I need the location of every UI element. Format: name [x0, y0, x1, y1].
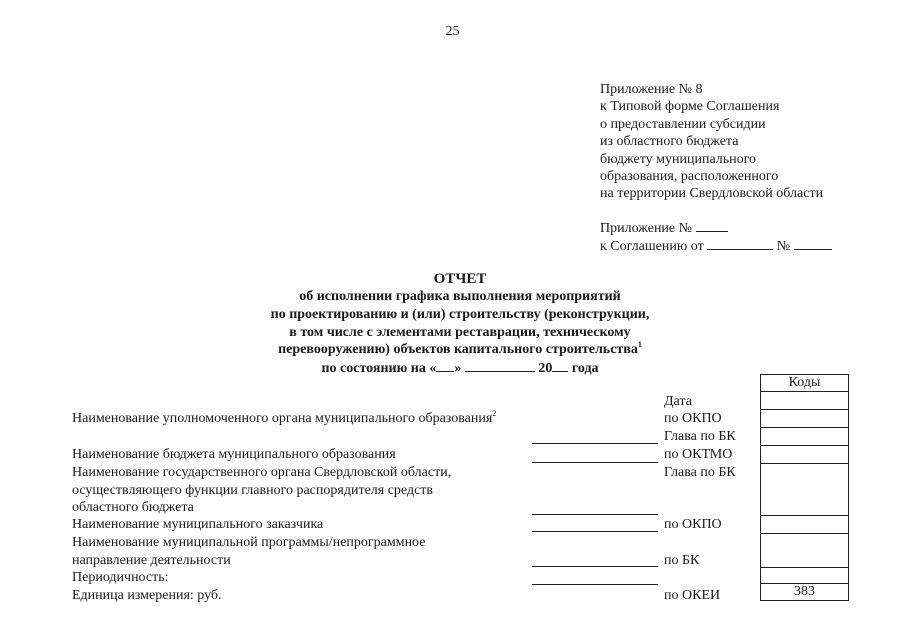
code-cell-okpo-customer[interactable] [761, 515, 848, 534]
appendix-line: Приложение № 8 [600, 82, 703, 97]
budget-code-field[interactable] [532, 462, 658, 463]
okpo-label: по ОКПО [664, 517, 722, 532]
code-cell-glava-gov[interactable] [761, 463, 848, 516]
periodicity-field[interactable] [532, 584, 658, 585]
gov-body-field[interactable] [532, 514, 658, 515]
budget-name-field[interactable] [532, 443, 658, 444]
code-cell-bk[interactable] [761, 533, 848, 568]
appendix-line: образования, расположенного [600, 169, 779, 185]
agreement-date-blank [707, 237, 773, 250]
oktmo-label: по ОКТМО [664, 447, 733, 462]
code-cell-date[interactable] [761, 391, 848, 410]
appendix-line: на территории Свердловской области [600, 186, 824, 202]
org-label: Наименование уполномоченного органа муниципального образования$^2$ [72, 409, 497, 426]
agreement-date-line [600, 237, 832, 255]
agreement-appendix-label: Приложение № [600, 221, 692, 236]
code-cell-oktmo[interactable] [761, 445, 848, 464]
agreement-date-label: к Соглашению от [600, 239, 704, 254]
okpo-label: по ОКПО [664, 411, 722, 426]
appendix-number-blank [696, 219, 728, 232]
program-label-line2: направление деятельности [72, 553, 231, 568]
appendix-line: из областного бюджета [600, 134, 739, 150]
program-label-line1: Наименование муниципальной программы/непрограммное [72, 535, 426, 550]
program-field[interactable] [532, 566, 658, 567]
customer-label: Наименование муниципального заказчика [72, 517, 324, 532]
okei-label: по ОКЕИ [664, 588, 721, 603]
appendix-line: бюджету муниципального [600, 151, 757, 167]
report-date-line: по состоянию на « » 20 года [321, 361, 599, 377]
report-subtitle-line: по проектированию и (или) строительству (реконструкции, [270, 306, 650, 322]
codes-table [760, 374, 849, 601]
year-blank [552, 359, 568, 372]
code-cell-okpo[interactable] [761, 409, 848, 428]
customer-field[interactable] [532, 531, 658, 532]
report-subtitle-line: в том числе с элементами реставрации, техническому [289, 324, 631, 340]
day-blank [436, 359, 454, 372]
gov-label-line1: Наименование государственного органа Свердловской области, [72, 465, 452, 480]
agreement-number-label: № [776, 239, 791, 254]
unit-label: Единица измерения: руб. [72, 588, 222, 603]
report-subtitle-line: об исполнении графика выполнения мероприятий [299, 289, 621, 304]
glava-bk-label: Глава по БК [664, 465, 736, 480]
code-cell-okei[interactable]: 383 [794, 584, 815, 599]
codes-header: Коды [761, 375, 848, 392]
report-heading [0, 270, 905, 378]
date-label: Дата [664, 394, 692, 409]
budget-label: Наименование бюджета муниципального образования [72, 447, 396, 462]
footnote-mark: 1 [637, 340, 642, 350]
periodicity-label: Периодичность: [72, 570, 169, 585]
month-blank [465, 359, 535, 372]
glava-bk-label: Глава по БК [664, 429, 736, 444]
page-number: 25 [445, 24, 460, 39]
code-cell-glava[interactable] [761, 427, 848, 446]
report-subtitle-line: перевооружению) объектов капитального строительства$^1$ [278, 340, 642, 358]
bk-label: по БК [664, 553, 700, 568]
footnote-mark: 2 [492, 409, 497, 418]
agreement-block [600, 219, 832, 255]
code-cell-periodicity[interactable] [761, 567, 848, 584]
report-title: ОТЧЕТ [433, 271, 487, 287]
gov-label-line3: областного бюджета [72, 500, 194, 515]
agreement-appendix-line [600, 219, 832, 237]
appendix-line: к Типовой форме Соглашения [600, 99, 780, 115]
appendix-line: о предоставлении субсидии [600, 116, 766, 132]
gov-label-line2: осуществляющего функции главного распорядителя средств [72, 483, 434, 498]
agreement-number-blank [794, 237, 832, 250]
appendix-block [600, 81, 823, 203]
